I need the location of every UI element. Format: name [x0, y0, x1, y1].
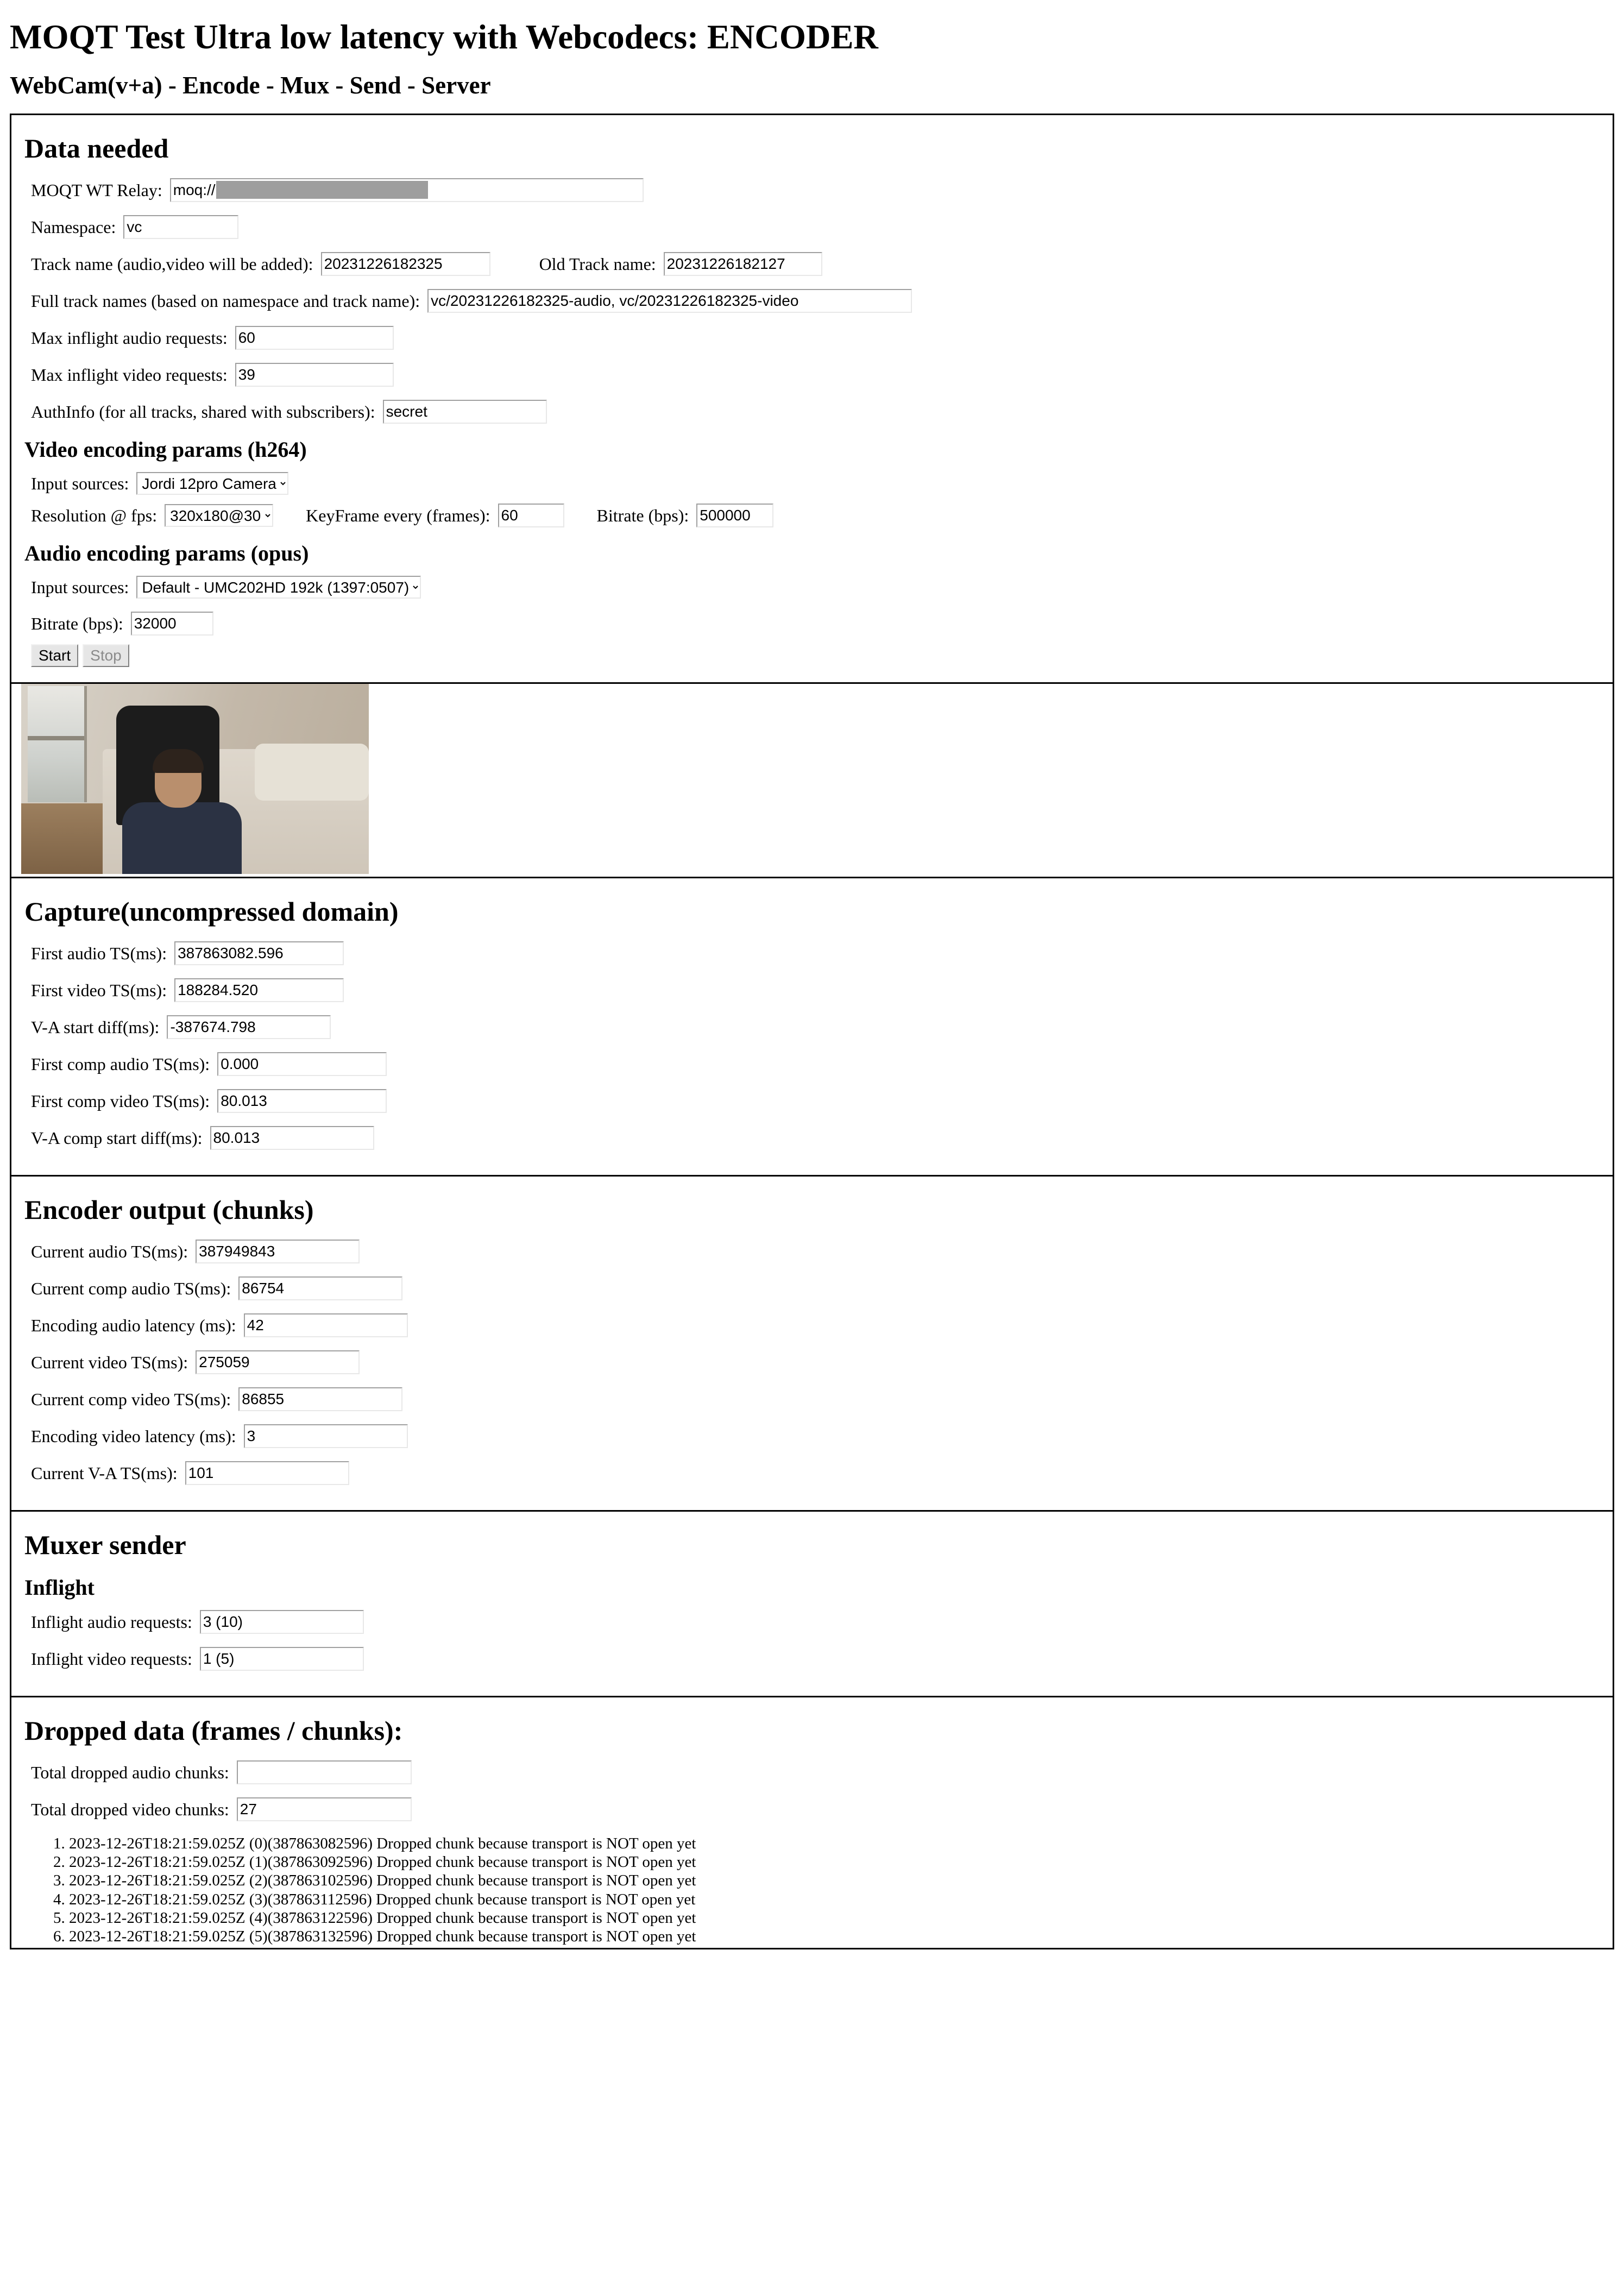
- capture-label: First comp video TS(ms):: [31, 1091, 210, 1111]
- preview-window-bar: [28, 736, 84, 740]
- relay-row: [22, 178, 1602, 202]
- list-item: 2. 2023-12-26T18:21:59.025Z (1)(387863092596) Dropped chunk because transport is NOT open yet: [69, 1853, 1602, 1871]
- page-title: MOQT Test Ultra low latency with Webcodecs: ENCODER: [10, 18, 878, 56]
- encoder-row: [22, 1313, 1602, 1337]
- namespace-input[interactable]: [123, 215, 238, 239]
- dropped-video-row: [22, 1797, 1602, 1821]
- page-subtitle: WebCam(v+a) - Encode - Mux - Send - Server: [10, 72, 491, 99]
- audio-input-select[interactable]: [136, 576, 421, 599]
- preview-person-hair: [153, 749, 204, 773]
- inflight-value-input[interactable]: [200, 1647, 364, 1671]
- dropped-audio-row: [22, 1760, 1602, 1784]
- section-capture: [11, 878, 1613, 1177]
- inflight-row: [22, 1647, 1602, 1671]
- relay-label: MOQT WT Relay:: [31, 180, 162, 200]
- auth-row: [22, 400, 1602, 424]
- encoder-output-heading: Encoder output (chunks): [24, 1194, 314, 1225]
- capture-value-input[interactable]: [210, 1126, 374, 1150]
- encoder-label: Current comp audio TS(ms):: [31, 1278, 231, 1298]
- video-params-heading: Video encoding params (h264): [24, 437, 307, 462]
- section-muxer-sender: [11, 1512, 1613, 1697]
- capture-row: [22, 1015, 1602, 1039]
- dropped-audio-input[interactable]: [237, 1760, 412, 1784]
- relay-input-wrap: [170, 178, 644, 202]
- max-video-label: Max inflight video requests:: [31, 364, 228, 385]
- audio-bitrate-label: Bitrate (bps):: [31, 613, 123, 633]
- capture-label: V-A start diff(ms):: [31, 1017, 160, 1037]
- capture-row: [22, 1052, 1602, 1076]
- capture-row: [22, 978, 1602, 1002]
- encoder-row: [22, 1240, 1602, 1263]
- list-item: 5. 2023-12-26T18:21:59.025Z (4)(387863122596) Dropped chunk because transport is NOT open yet: [69, 1909, 1602, 1927]
- encoder-row: [22, 1424, 1602, 1448]
- inflight-label: Inflight video requests:: [31, 1649, 192, 1669]
- preview-person-body: [122, 802, 242, 874]
- encoder-row: [22, 1350, 1602, 1374]
- capture-value-input[interactable]: [167, 1015, 331, 1039]
- namespace-label: Namespace:: [31, 217, 116, 237]
- section-dropped-data: [11, 1697, 1613, 1948]
- encoder-value-input[interactable]: [196, 1240, 360, 1263]
- capture-heading: Capture(uncompressed domain): [24, 896, 399, 927]
- section-encoder-output: [11, 1177, 1613, 1512]
- max-audio-row: [22, 326, 1602, 350]
- max-audio-input[interactable]: [235, 326, 394, 350]
- list-item: 4. 2023-12-26T18:21:59.025Z (3)(387863112596) Dropped chunk because transport is NOT open yet: [69, 1890, 1602, 1909]
- stop-button[interactable]: Stop: [83, 644, 129, 667]
- list-item: 6. 2023-12-26T18:21:59.025Z (5)(387863132596) Dropped chunk because transport is NOT open yet: [69, 1927, 1602, 1946]
- track-label: Track name (audio,video will be added):: [31, 254, 313, 274]
- audio-bitrate-row: [22, 612, 1602, 636]
- encoder-row: [22, 1387, 1602, 1411]
- encoder-value-input[interactable]: [238, 1387, 402, 1411]
- audio-input-label: Input sources:: [31, 577, 129, 597]
- max-video-row: [22, 363, 1602, 387]
- list-item: 1. 2023-12-26T18:21:59.025Z (0)(387863082596) Dropped chunk because transport is NOT open yet: [69, 1834, 1602, 1853]
- old-track-input[interactable]: [664, 252, 822, 276]
- inflight-value-input[interactable]: [200, 1610, 364, 1634]
- data-needed-heading: Data needed: [24, 133, 169, 163]
- encoder-label: Current audio TS(ms):: [31, 1241, 188, 1261]
- encoder-label: Current video TS(ms):: [31, 1352, 188, 1372]
- inflight-label: Inflight audio requests:: [31, 1612, 192, 1632]
- encoder-label: Encoding video latency (ms):: [31, 1426, 236, 1446]
- dropped-video-input[interactable]: [237, 1797, 412, 1821]
- dropped-heading: Dropped data (frames / chunks):: [24, 1715, 403, 1746]
- capture-label: First comp audio TS(ms):: [31, 1054, 210, 1074]
- encoder-value-input[interactable]: [244, 1424, 408, 1448]
- encoder-value-input[interactable]: [185, 1461, 349, 1485]
- capture-row: [22, 1089, 1602, 1113]
- auth-label: AuthInfo (for all tracks, shared with subscribers):: [31, 401, 375, 422]
- start-button[interactable]: Start: [31, 644, 78, 667]
- inflight-heading: Inflight: [24, 1575, 95, 1600]
- video-bitrate-label: Bitrate (bps):: [596, 505, 689, 525]
- full-track-row: [22, 289, 1602, 313]
- video-bitrate-input[interactable]: [696, 504, 773, 527]
- capture-label: First video TS(ms):: [31, 980, 167, 1000]
- video-preview-band: [11, 684, 1613, 878]
- audio-params-heading: Audio encoding params (opus): [24, 541, 309, 565]
- encoder-label: Current V-A TS(ms):: [31, 1463, 178, 1483]
- auth-input[interactable]: [383, 400, 547, 424]
- video-resolution-row: [22, 504, 1602, 527]
- encoder-value-input[interactable]: [238, 1276, 402, 1300]
- encoder-value-input[interactable]: [196, 1350, 360, 1374]
- full-track-input[interactable]: [427, 289, 912, 313]
- main-fieldset: [10, 114, 1614, 1949]
- capture-value-input[interactable]: [174, 941, 344, 965]
- track-row: [22, 252, 1602, 276]
- capture-label: First audio TS(ms):: [31, 943, 167, 963]
- resolution-label: Resolution @ fps:: [31, 505, 158, 525]
- max-video-input[interactable]: [235, 363, 394, 387]
- capture-value-input[interactable]: [174, 978, 344, 1002]
- audio-bitrate-input[interactable]: [131, 612, 213, 636]
- inflight-row: [22, 1610, 1602, 1634]
- capture-value-input[interactable]: [217, 1089, 387, 1113]
- encoder-value-input[interactable]: [244, 1313, 408, 1337]
- track-input[interactable]: [321, 252, 490, 276]
- audio-input-row: [22, 576, 1602, 599]
- dropped-video-label: Total dropped video chunks:: [31, 1799, 229, 1819]
- keyframe-label: KeyFrame every (frames):: [306, 505, 490, 525]
- capture-row: [22, 941, 1602, 965]
- section-data-needed: [11, 115, 1613, 684]
- keyframe-input[interactable]: [498, 504, 564, 527]
- dropped-log-list: [22, 1834, 1602, 1946]
- video-input-label: Input sources:: [31, 473, 129, 493]
- encoder-row: [22, 1461, 1602, 1485]
- encoder-row: [22, 1276, 1602, 1300]
- list-item: 3. 2023-12-26T18:21:59.025Z (2)(387863102596) Dropped chunk because transport is NOT open yet: [69, 1871, 1602, 1890]
- max-audio-label: Max inflight audio requests:: [31, 328, 228, 348]
- muxer-heading: Muxer sender: [24, 1530, 186, 1560]
- video-input-row: [22, 472, 1602, 495]
- relay-redaction-mask: [216, 181, 428, 199]
- preview-window: [28, 686, 87, 802]
- full-track-label: Full track names (based on namespace and track name):: [31, 291, 420, 311]
- encoder-label: Encoding audio latency (ms):: [31, 1315, 236, 1335]
- old-track-label: Old Track name:: [539, 254, 656, 274]
- capture-value-input[interactable]: [217, 1052, 387, 1076]
- capture-label: V-A comp start diff(ms):: [31, 1128, 203, 1148]
- namespace-row: [22, 215, 1602, 239]
- capture-row: [22, 1126, 1602, 1150]
- resolution-select[interactable]: [165, 504, 273, 527]
- encoder-label: Current comp video TS(ms):: [31, 1389, 231, 1409]
- webcam-preview: [21, 684, 369, 874]
- controls-row: [22, 644, 1602, 667]
- video-input-select[interactable]: [136, 472, 288, 495]
- dropped-audio-label: Total dropped audio chunks:: [31, 1762, 229, 1782]
- preview-pillow: [255, 744, 369, 801]
